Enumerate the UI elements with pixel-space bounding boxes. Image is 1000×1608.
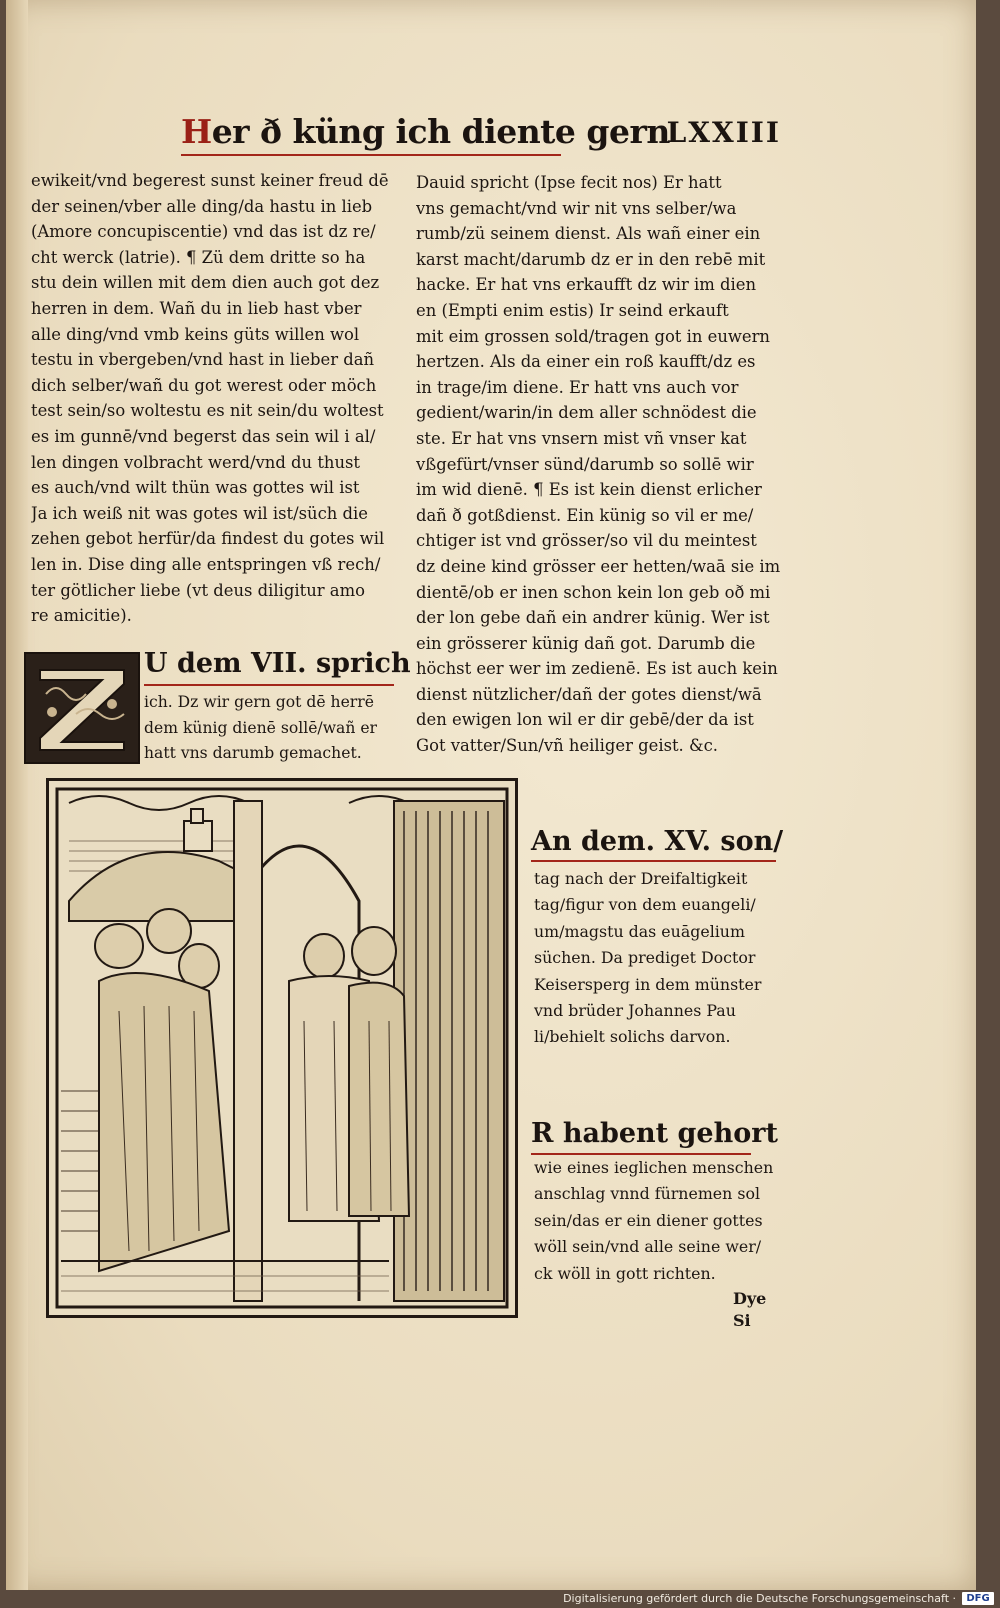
section-heading-sermon: R habent gehort <box>531 1118 778 1149</box>
text-line: um/magstu das euāgelium <box>534 921 745 941</box>
text-line: Ja ich weiß nit was gotes wil ist/süch die <box>31 503 368 523</box>
text-line: alle ding/vnd vmb keins güts willen wol <box>31 324 360 344</box>
text-line: ein grösserer künig dañ got. Darumb die <box>416 633 756 653</box>
text-line: dem künig dienē sollē/wañ er <box>144 718 378 737</box>
text-line: test sein/so woltestu es nit sein/du woltest <box>31 401 384 421</box>
text-line: tag nach der Dreifaltigkeit <box>534 869 748 888</box>
text-line: Dauid spricht (Ipse fecit nos) Er hatt <box>416 173 722 192</box>
text-line: wöll sein/vnd alle seine wer/ <box>534 1237 762 1257</box>
text-line: stu dein willen mit dem dien auch got dez <box>31 273 380 293</box>
text-line: dientē/ob er inen schon kein lon geb oð mi <box>416 582 771 602</box>
text-line: es im gunnē/vnd begerst das sein wil i al/ <box>31 426 376 446</box>
text-line: rumb/zü seinem dienst. Als wañ einer ein <box>416 224 761 244</box>
text-line: wie eines ieglichen menschen <box>534 1158 774 1177</box>
text-line: en (Empti enim estis) Ir seind erkauft <box>416 300 729 320</box>
running-title-initial: H <box>181 112 212 151</box>
book-page <box>6 0 976 1590</box>
page-gutter <box>6 0 28 1590</box>
text-line: vns gemacht/vnd wir nit vns selber/wa <box>416 198 737 218</box>
section-heading-sunday: An dem. XV. son/ <box>531 826 784 857</box>
text-line: zehen gebot herfür/da findest du gotes wil <box>31 529 385 549</box>
text-line: es auch/vnd wilt thün was gottes wil ist <box>31 478 360 498</box>
text-line: höchst eer wer im zedienē. Es ist auch kein <box>416 659 778 679</box>
text-line: der seinen/vber alle ding/da hastu in lieb <box>31 196 373 216</box>
text-line: cht werck (latrie). ¶ Zü dem dritte so ha <box>31 247 366 267</box>
text-line: ich. Dz wir gern got dē herrē <box>144 693 374 711</box>
text-line: len dingen volbracht werd/vnd du thust <box>31 452 361 472</box>
chapter-heading: U dem VII. sprich <box>144 648 411 679</box>
text-line: re amicitie). <box>31 606 132 626</box>
text-line: hertzen. Als da einer ein roß kaufft/dz es <box>416 352 756 372</box>
folio-number: LXXIII <box>666 116 781 149</box>
text-line: hacke. Er hat vns erkaufft dz wir im dien <box>416 275 757 295</box>
text-line: den ewigen lon wil er dir gebē/der da ist <box>416 710 754 730</box>
text-line: ste. Er hat vns vnsern mist vñ vnser kat <box>416 428 747 448</box>
text-line: der lon gebe dañ ein andrer künig. Wer ist <box>416 608 770 628</box>
section-rule-sunday <box>531 860 776 862</box>
woodcut-initial-z <box>24 652 140 764</box>
text-line: herren in dem. Wañ du in lieb hast vber <box>31 298 362 318</box>
text-line: im wid dienē. ¶ Es ist kein dienst erlicher <box>416 480 762 500</box>
text-line: li/behielt solichs darvon. <box>534 1027 731 1047</box>
decorated-initial-image <box>26 654 138 762</box>
text-line: testu in vbergeben/vnd hast in lieber dañ <box>31 350 375 370</box>
right-column <box>416 170 781 759</box>
text-line: ter götlicher liebe (vt deus diligitur amo <box>31 580 365 600</box>
text-line: hatt vns darumb gemachet. <box>144 744 362 763</box>
text-line: dienst nützlicher/dañ der gotes dienst/wā <box>416 684 762 704</box>
text-line: Got vatter/Sun/vñ heiliger geist. &c. <box>416 736 718 756</box>
running-title <box>181 112 670 151</box>
woodcut-scene-image <box>49 781 515 1315</box>
text-line: dz deine kind grösser eer hetten/waā sie im <box>416 556 781 576</box>
text-line: vßgefürt/vnser sünd/darumb so sollē wir <box>416 454 754 474</box>
text-line: dañ ð gotßdienst. Ein künig so vil er me/ <box>416 505 754 525</box>
text-line: Keisersperg in dem münster <box>534 974 762 994</box>
dfg-logo: DFG <box>962 1592 994 1605</box>
chapter-summary <box>144 690 404 767</box>
section-text-sunday <box>534 866 794 1051</box>
running-header <box>181 112 801 162</box>
text-line: sein/das er ein diener gottes <box>534 1210 763 1230</box>
text-line: vnd brüder Johannes Pau <box>534 1000 736 1020</box>
text-line: ck wöll in gott richten. <box>534 1263 716 1283</box>
text-line: anschlag vnnd fürnemen sol <box>534 1184 761 1204</box>
title-rule <box>181 154 561 156</box>
section-text-sermon <box>534 1155 799 1287</box>
text-line: chtiger ist vnd grösser/so vil du meintest <box>416 531 757 551</box>
text-line: dich selber/wañ du got werest oder möch <box>31 375 377 395</box>
text-line: mit eim grossen sold/tragen got in euwern <box>416 326 770 346</box>
text-line: tag/figur von dem euangeli/ <box>534 895 756 915</box>
text-line: len in. Dise ding alle entspringen vß rech/ <box>31 554 381 574</box>
text-line: (Amore concupiscentie) vnd das ist dz re/ <box>31 222 376 242</box>
left-column <box>31 168 406 629</box>
funding-credit: Digitalisierung gefördert durch die Deutsche Forschungsgemeinschaft · <box>563 1592 956 1605</box>
text-line: gedient/warin/in dem aller schnödest die <box>416 403 757 423</box>
catchword: Dye Si <box>733 1289 767 1330</box>
text-line: karst macht/darumb dz er in den rebē mit <box>416 249 766 269</box>
woodcut-illustration <box>46 778 518 1318</box>
chapter-rule <box>144 684 394 686</box>
text-line: in trage/im diene. Er hatt vns auch vor <box>416 377 739 397</box>
running-title-text: er ð küng ich diente gern <box>211 112 670 151</box>
text-line: süchen. Da prediget Doctor <box>534 948 756 968</box>
text-line: ewikeit/vnd begerest sunst keiner freud dē <box>31 171 389 190</box>
